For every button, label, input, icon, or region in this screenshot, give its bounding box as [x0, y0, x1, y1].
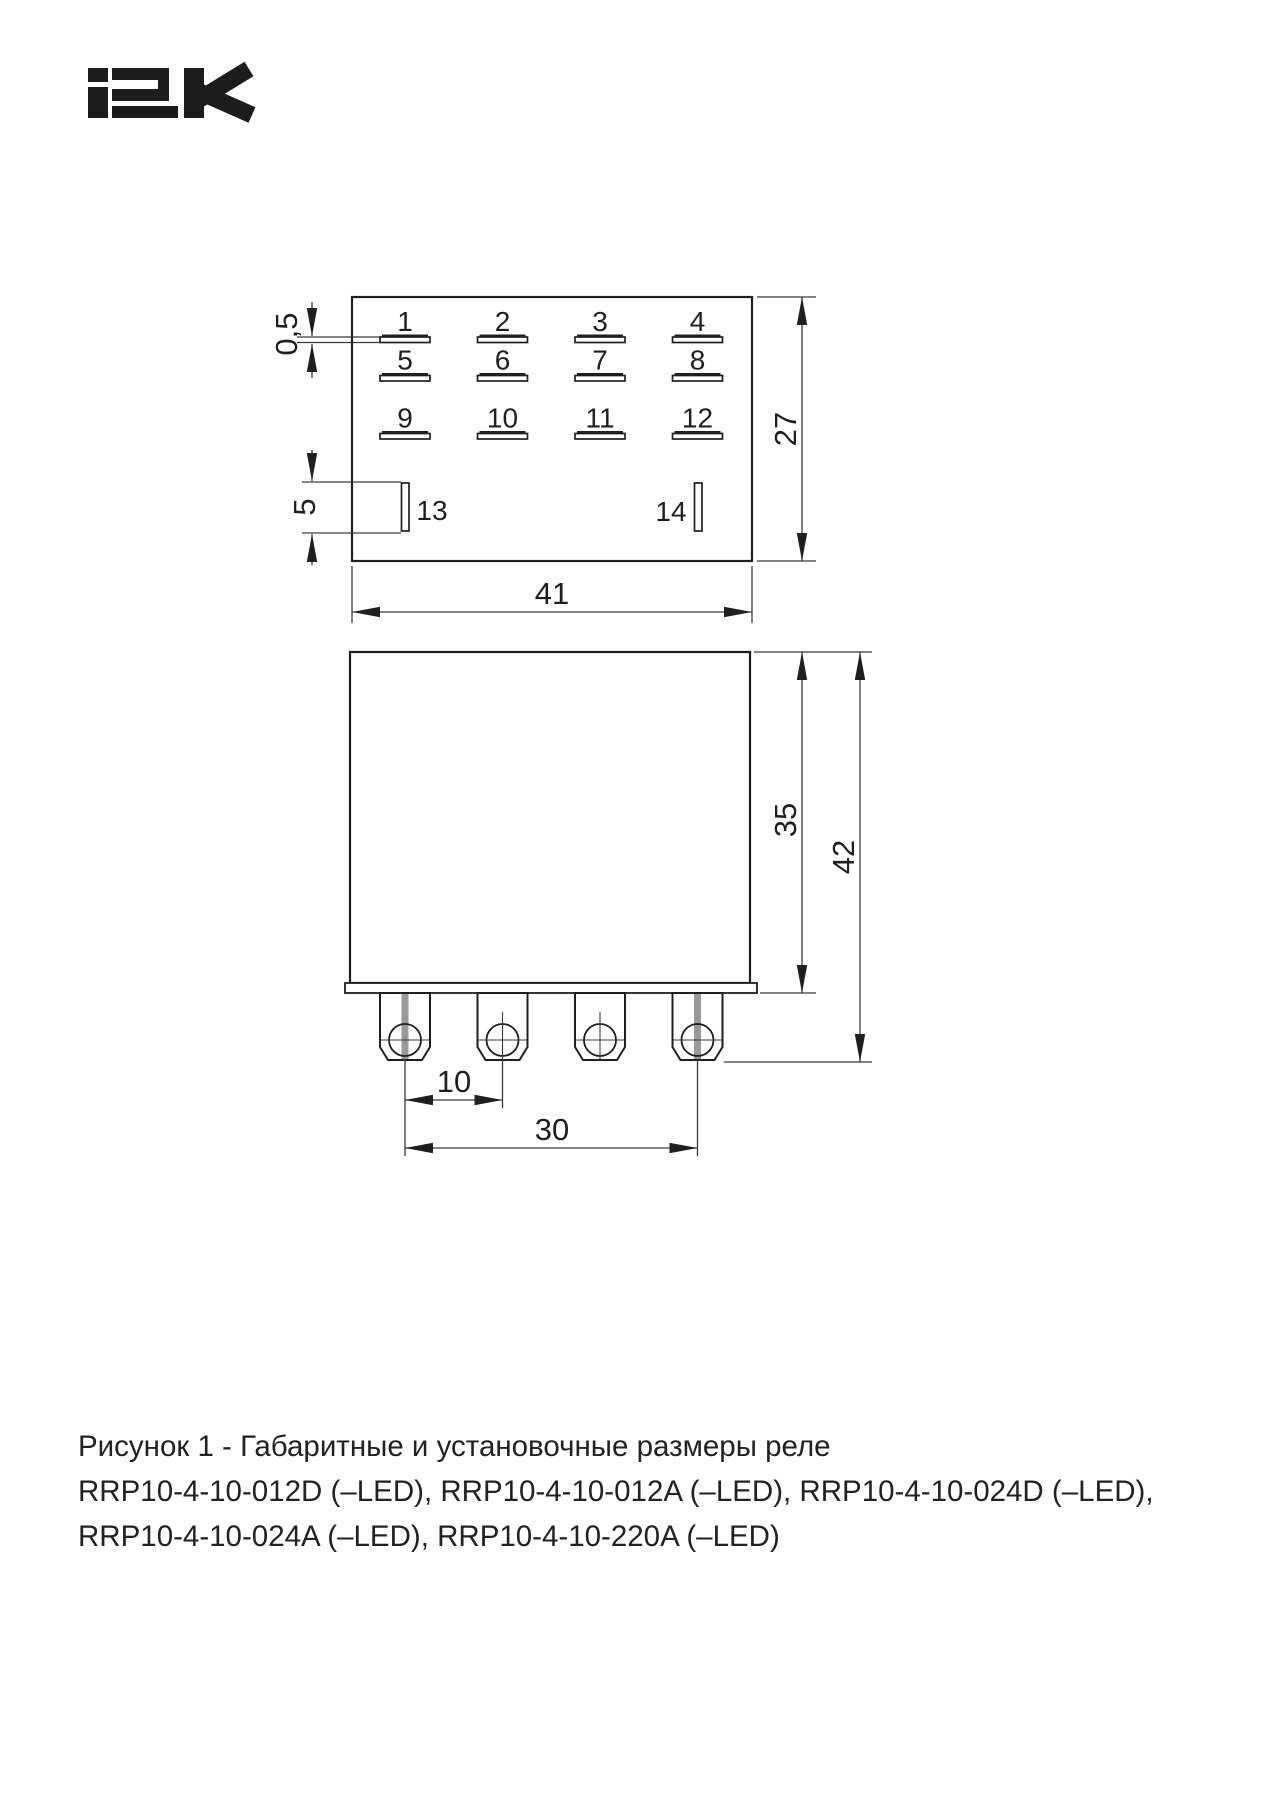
pin-label-8: 8	[689, 344, 706, 376]
pin-label-4: 4	[689, 306, 706, 337]
dim-value-35: 35	[768, 802, 803, 838]
pin-label-12: 12	[681, 402, 714, 434]
logo-k-lower-arm	[200, 92, 252, 115]
dim-value-0-5: 0,5	[269, 312, 304, 356]
front-view	[345, 652, 872, 1156]
logo-i-dot	[88, 68, 108, 82]
pin-label-13: 13	[416, 495, 448, 526]
front-view-body-outline	[350, 652, 750, 983]
top-view	[269, 297, 816, 623]
iek-logo	[88, 68, 252, 118]
caption-line-3: RRP10-4-10-024A (–LED), RRP10-4-10-220A (–LED)	[78, 1520, 780, 1553]
figure-caption	[78, 1424, 1154, 1559]
pin-label-7: 7	[592, 344, 608, 376]
dim-value-5: 5	[287, 498, 322, 516]
relay-pins	[380, 993, 723, 1060]
caption-line-1: Рисунок 1 - Габаритные и установочные размеры реле	[78, 1430, 831, 1463]
logo-e-mid	[112, 89, 169, 101]
dim-value-41: 41	[534, 576, 570, 611]
pin14-slot	[695, 483, 703, 531]
dim-value-10: 10	[436, 1064, 472, 1099]
logo-e-bottom	[112, 106, 178, 118]
pin-label-10: 10	[486, 402, 519, 434]
dim-value-30: 30	[534, 1112, 570, 1147]
pin-label-14: 14	[655, 496, 687, 527]
caption-line-2: RRP10-4-10-012D (–LED), RRP10-4-10-012A (–LED), RRP10-4-10-024D (–LED),	[78, 1475, 1154, 1508]
dim-value-42: 42	[826, 839, 861, 875]
pin4-stripe	[694, 994, 701, 1059]
logo-i-bar	[88, 87, 108, 118]
front-view-base-strip	[345, 983, 757, 993]
pin1-stripe	[402, 994, 409, 1059]
pin-label-2: 2	[494, 306, 511, 337]
pin-label-3: 3	[592, 306, 608, 337]
pin-label-1: 1	[397, 306, 413, 337]
pin-label-5: 5	[397, 344, 413, 376]
pin-label-6: 6	[494, 344, 511, 376]
pin13-slot	[402, 483, 410, 531]
pin-label-11: 11	[585, 402, 615, 434]
pin-label-9: 9	[397, 402, 413, 434]
dim-value-27: 27	[768, 411, 803, 447]
